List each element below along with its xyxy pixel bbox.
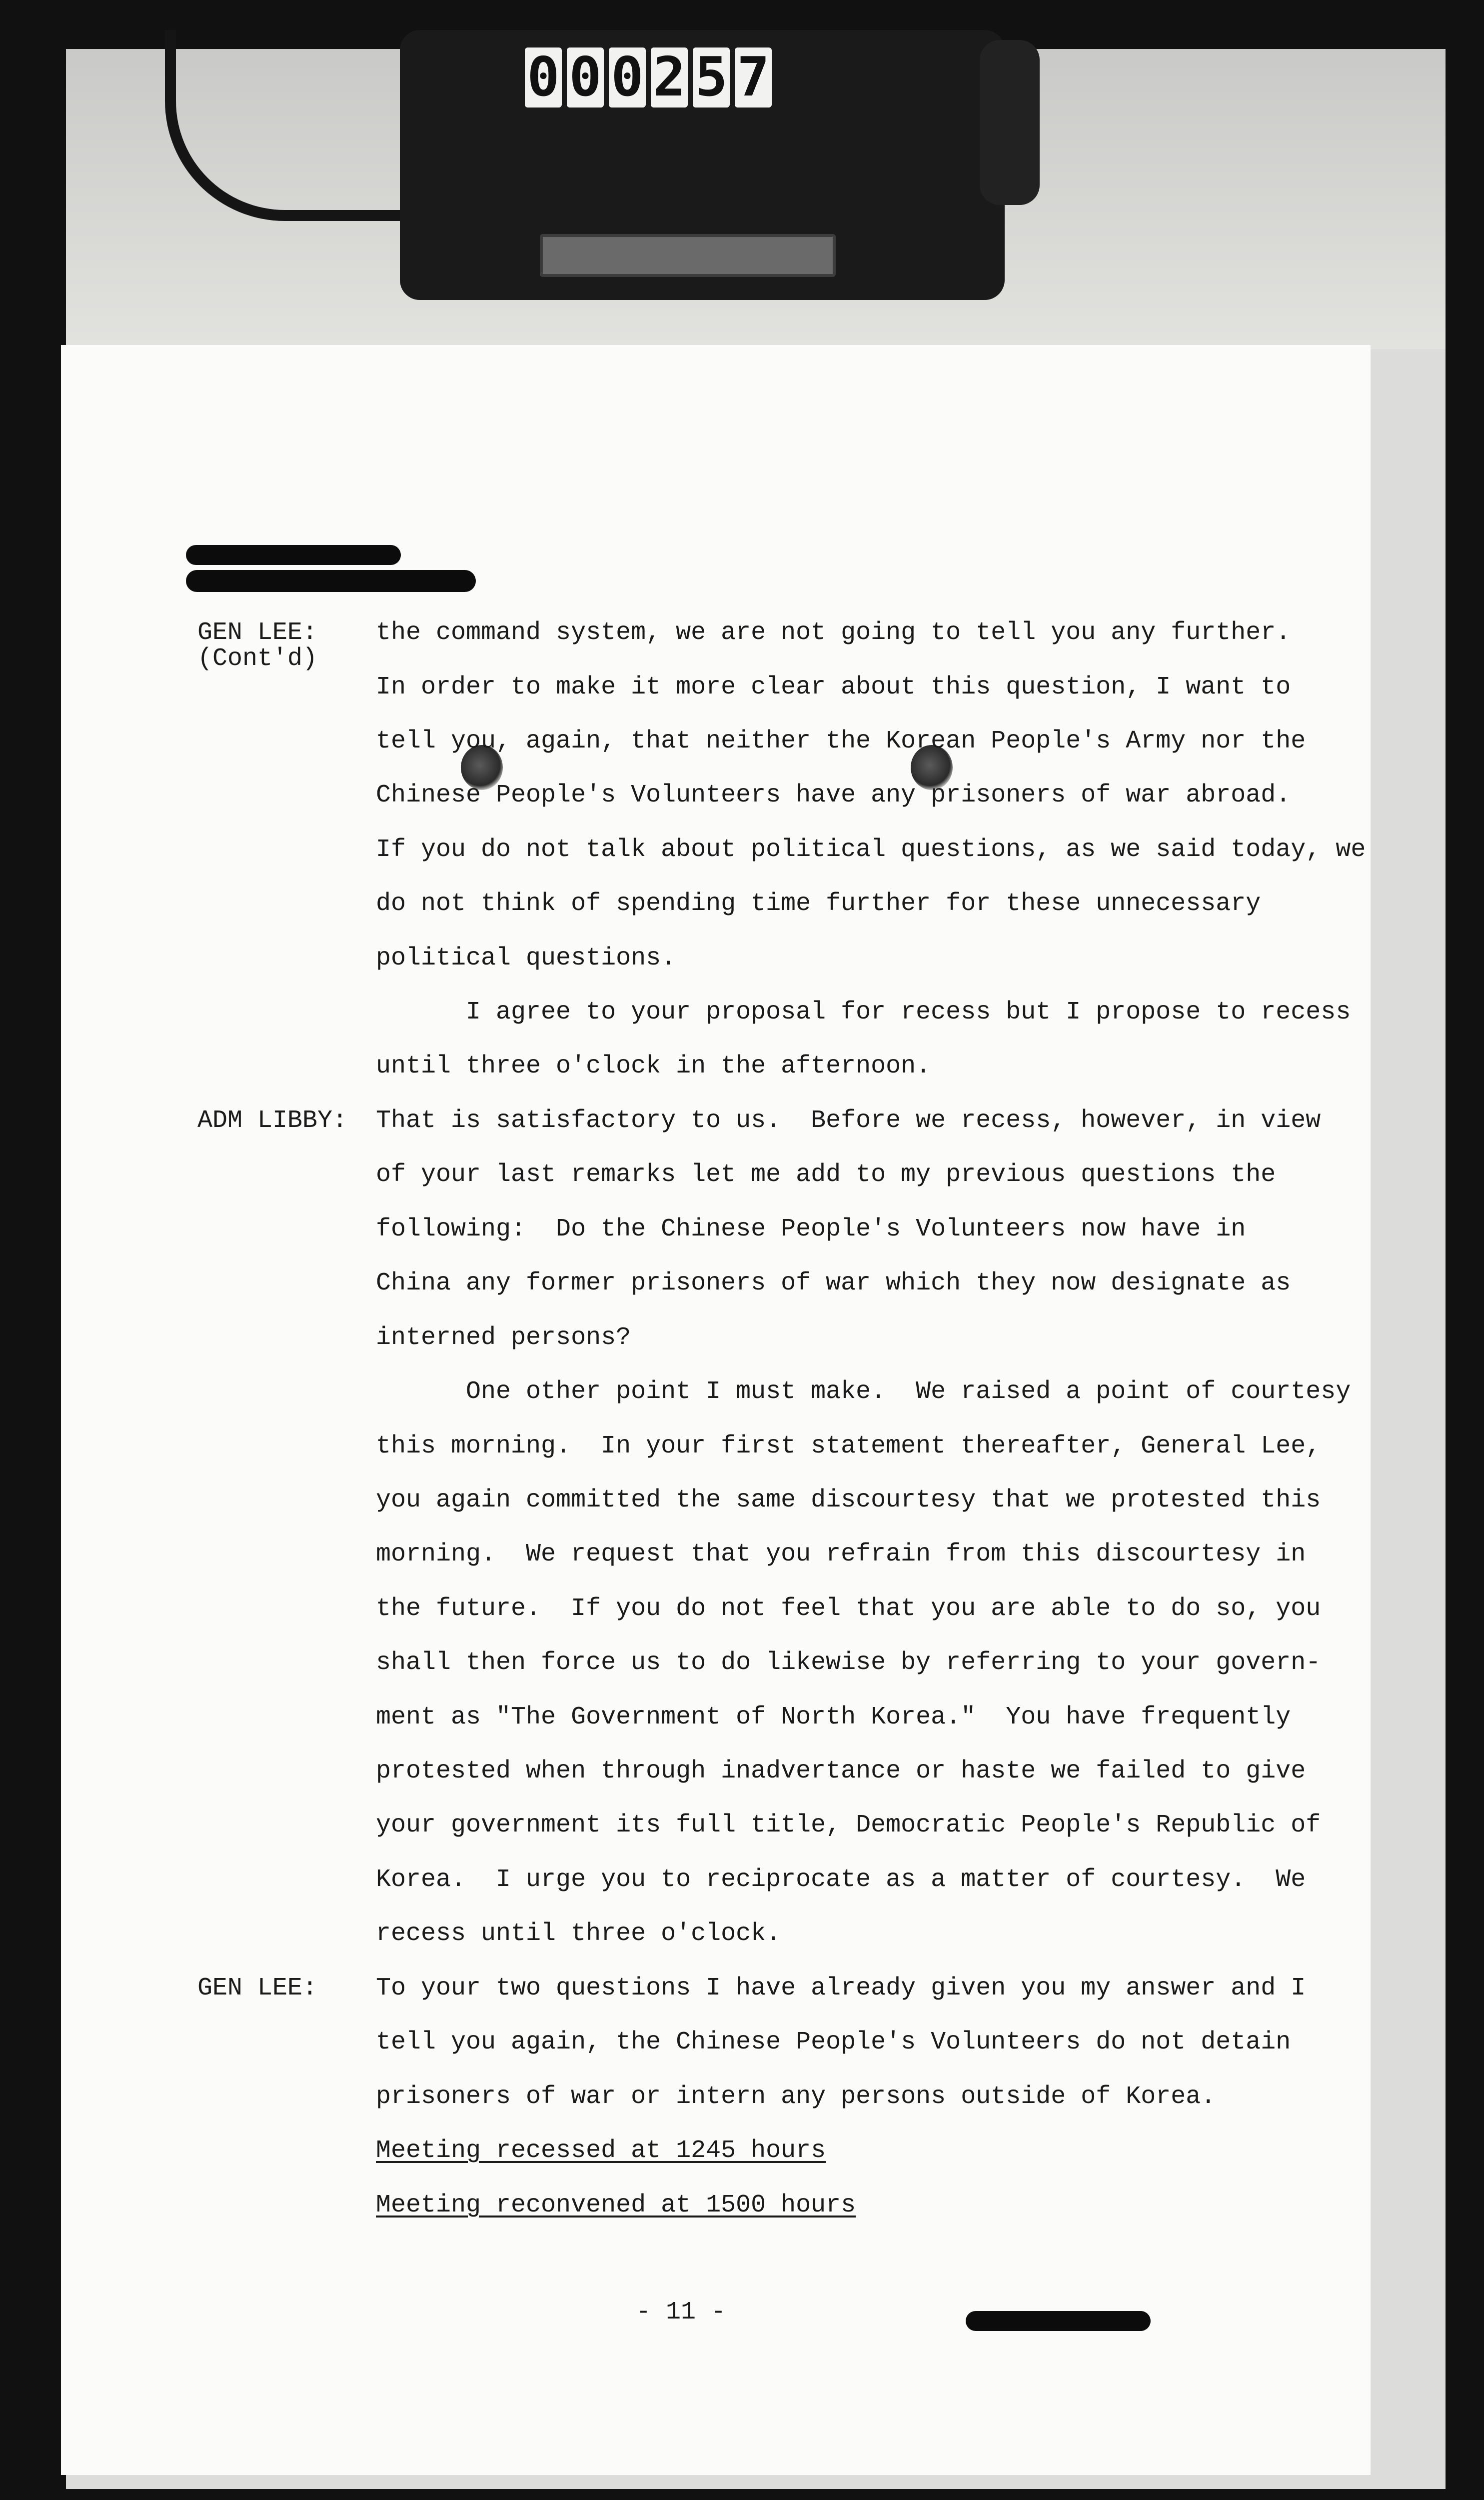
text-line: the command system, we are not going to tell you any further.	[376, 618, 1291, 647]
redaction-mark	[186, 570, 476, 592]
counter-digit: 0	[525, 48, 562, 108]
text-line: interned persons?	[376, 1324, 631, 1352]
redaction-mark	[186, 545, 401, 565]
text-line: political questions.	[376, 944, 676, 972]
counter-digit: 0	[609, 48, 646, 108]
speaker-label: ADM LIBBY:	[197, 1106, 348, 1135]
speaker-label: GEN LEE:	[197, 618, 318, 647]
text-line: following: Do the Chinese People's Volunteers now have in	[376, 1215, 1246, 1244]
text-line: until three o'clock in the afternoon.	[376, 1052, 931, 1080]
text-line: tell you again, the Chinese People's Volunteers do not detain	[376, 2028, 1291, 2056]
text-line: do not think of spending time further for these unnecessary	[376, 890, 1261, 918]
text-line: One other point I must make. We raised a point of courtesy	[376, 1378, 1351, 1406]
counter-plate	[540, 234, 836, 277]
redaction-mark	[966, 2311, 1151, 2331]
frame-counter	[525, 48, 772, 108]
text-line: Korea. I urge you to reciprocate as a matter of courtesy. We	[376, 1866, 1306, 1894]
text-line: shall then force us to do likewise by referring to your govern-	[376, 1648, 1321, 1677]
text-line: of your last remarks let me add to my previous questions the	[376, 1160, 1276, 1189]
text-line: ment as "The Government of North Korea." You have frequently	[376, 1703, 1291, 1732]
text-line: your government its full title, Democratic People's Republic of	[376, 1811, 1321, 1840]
text-line: protested when through inadvertance or haste we failed to give	[376, 1757, 1306, 1786]
text-line: In order to make it more clear about this question, I want to	[376, 673, 1291, 702]
text-line: this morning. In your first statement thereafter, General Lee,	[376, 1432, 1321, 1460]
text-line: tell you, again, that neither the Korean People's Army nor the	[376, 727, 1306, 756]
text-line: China any former prisoners of war which they now designate as	[376, 1269, 1291, 1298]
page-number: - 11 -	[636, 2298, 726, 2326]
text-line: prisoners of war or intern any persons outside of Korea.	[376, 2082, 1216, 2111]
reconvene-note: Meeting reconvened at 1500 hours	[376, 2191, 856, 2220]
text-line: I agree to your proposal for recess but I propose to recess	[376, 998, 1351, 1026]
speaker-continued-note: (Cont'd)	[197, 644, 318, 673]
text-line: you again committed the same discourtesy that we protested this	[376, 1486, 1321, 1514]
text-line: recess until three o'clock.	[376, 1920, 781, 1948]
text-line: morning. We request that you refrain from this discourtesy in	[376, 1540, 1306, 1568]
text-line: If you do not talk about political questions, as we said today, we	[376, 836, 1366, 864]
document-page	[61, 345, 1371, 2475]
speaker-label: GEN LEE:	[197, 1974, 318, 2002]
text-line: To your two questions I have already given you my answer and I	[376, 1974, 1306, 2002]
counter-digit: 2	[651, 48, 688, 108]
counter-digit: 5	[693, 48, 730, 108]
text-line: That is satisfactory to us. Before we recess, however, in view	[376, 1106, 1321, 1135]
recess-note: Meeting recessed at 1245 hours	[376, 2136, 826, 2165]
counter-digit: 7	[735, 48, 772, 108]
text-line: Chinese People's Volunteers have any prisoners of war abroad.	[376, 781, 1291, 810]
counter-knob	[980, 40, 1040, 205]
text-line: the future. If you do not feel that you are able to do so, you	[376, 1594, 1321, 1623]
counter-digit: 0	[567, 48, 604, 108]
